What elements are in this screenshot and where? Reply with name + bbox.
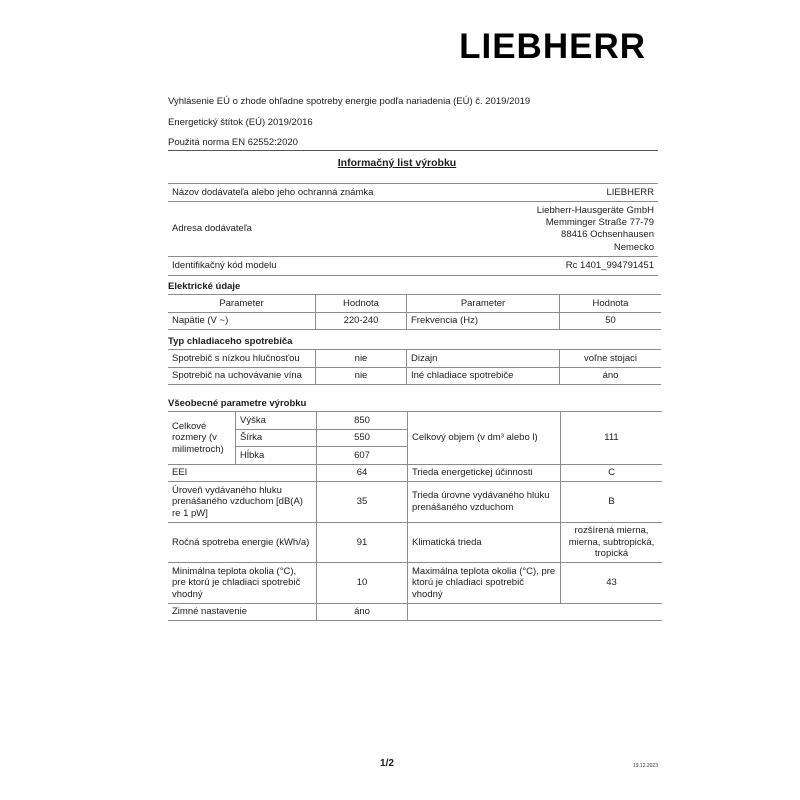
supplier-name-value: LIEBHERR — [476, 184, 658, 202]
volume-value: 111 — [561, 412, 663, 465]
section-heading: Typ chladiaceho spotrebiča — [168, 336, 293, 347]
appliance-type-table — [168, 349, 661, 385]
model-code-label: Identifikačný kód modelu — [168, 257, 476, 275]
param-label: Maximálna teplota okolia (°C), pre ktorú je chladiaci spotrebič vhodný — [408, 563, 561, 604]
param-label: Napätie (V ~) — [168, 312, 316, 330]
address-line: Liebherr-Hausgeräte GmbH — [536, 204, 654, 216]
table-row — [168, 412, 662, 430]
param-label: Klimatická trieda — [408, 522, 561, 563]
param-value: 43 — [561, 563, 663, 604]
param-label: EEI — [168, 464, 317, 482]
param-value: B — [561, 482, 663, 523]
param-label: Ročná spotreba energie (kWh/a) — [168, 522, 317, 563]
table-row — [168, 367, 661, 385]
dimension-name: Výška — [236, 412, 317, 430]
section-appliance-type — [168, 336, 658, 385]
general-parameters-table — [168, 411, 662, 621]
column-header: Hodnota — [560, 295, 662, 313]
dimensions-label: Celkové rozmery (v milimetroch) — [168, 412, 236, 465]
param-label: Trieda úrovne vydávaného hluku prenášaného vzduchom — [408, 482, 561, 523]
table-row — [168, 482, 662, 523]
param-value: 35 — [317, 482, 408, 523]
table-row — [168, 464, 662, 482]
column-header: Parameter — [407, 295, 560, 313]
param-label: Iné chladiace spotrebiče — [407, 367, 560, 385]
regulation-line-1: Vyhlásenie EÚ o zhode ohľadne spotreby energie podľa nariadenia (EÚ) č. 2019/2019 — [168, 96, 531, 107]
param-label: Zimné nastavenie — [168, 603, 317, 621]
table-row — [168, 312, 661, 330]
volume-label: Celkový objem (v dm³ alebo l) — [408, 412, 561, 465]
table-row — [168, 563, 662, 604]
param-value: 64 — [317, 464, 408, 482]
dimension-name: Hĺbka — [236, 447, 317, 465]
param-value: C — [561, 464, 663, 482]
param-label: Dizajn — [407, 350, 560, 368]
model-code-value: Rc 1401_994791451 — [476, 257, 658, 275]
param-value: 50 — [560, 312, 662, 330]
column-header: Parameter — [168, 295, 316, 313]
param-label: Spotrebič s nízkou hlučnosťou — [168, 350, 316, 368]
dimension-value: 607 — [317, 447, 408, 465]
param-label: Minimálna teplota okolia (°C), pre ktorú je chladiaci spotrebič vhodný — [168, 563, 317, 604]
param-label: Spotrebič na uchovávanie vína — [168, 367, 316, 385]
table-row — [168, 257, 658, 275]
param-value: 220-240 — [316, 312, 407, 330]
address-line: 88416 Ochsenhausen — [561, 229, 654, 241]
address-line: Memminger Straße 77-79 — [545, 217, 654, 229]
param-value: voľne stojaci — [560, 350, 662, 368]
supplier-name-label: Názov dodávateľa alebo jeho ochranná známka — [168, 184, 476, 202]
table-row — [168, 350, 661, 368]
section-heading: Všeobecné parametre výrobku — [168, 398, 307, 409]
column-header: Hodnota — [316, 295, 407, 313]
param-value: 10 — [317, 563, 408, 604]
param-label: Frekvencia (Hz) — [407, 312, 560, 330]
dimension-name: Šírka — [236, 429, 317, 447]
param-value: 91 — [317, 522, 408, 563]
param-value: áno — [560, 367, 662, 385]
param-value: rozšírená mierna, mierna, subtropická, tropická — [561, 522, 663, 563]
table-header-row — [168, 295, 661, 313]
electrical-table — [168, 294, 661, 330]
param-label: Trieda energetickej účinnosti — [408, 464, 561, 482]
table-row — [168, 184, 658, 202]
regulation-line-3: Použitá norma EN 62552:2020 — [168, 137, 298, 148]
param-value: nie — [316, 367, 407, 385]
header-divider — [168, 150, 658, 151]
regulation-line-2: Energetický štítok (EÚ) 2019/2016 — [168, 116, 313, 128]
supplier-address-value — [476, 202, 658, 257]
dimension-value: 550 — [317, 429, 408, 447]
table-row — [168, 603, 662, 621]
table-row — [168, 202, 658, 257]
supplier-table — [168, 183, 658, 276]
regulation-header — [168, 92, 658, 154]
dimension-value: 850 — [317, 412, 408, 430]
page-title: Informačný list výrobku — [337, 157, 457, 169]
address-line: Nemecko — [613, 241, 654, 253]
supplier-address-label: Adresa dodávateľa — [168, 202, 476, 257]
section-heading: Elektrické údaje — [168, 281, 241, 292]
param-value: áno — [317, 603, 408, 621]
param-label: Úroveň vydávaného hluku prenášaného vzduchom [dB(A) re 1 pW] — [168, 482, 317, 523]
section-general-parameters — [168, 398, 658, 621]
empty-cell — [408, 603, 663, 621]
liebherr-logo: LIEBHERR — [459, 27, 646, 66]
footer-date: 19.12.2023 — [632, 763, 658, 769]
page-number: 1/2 — [380, 758, 394, 769]
param-value: nie — [316, 350, 407, 368]
table-row — [168, 522, 662, 563]
section-electrical — [168, 281, 658, 330]
